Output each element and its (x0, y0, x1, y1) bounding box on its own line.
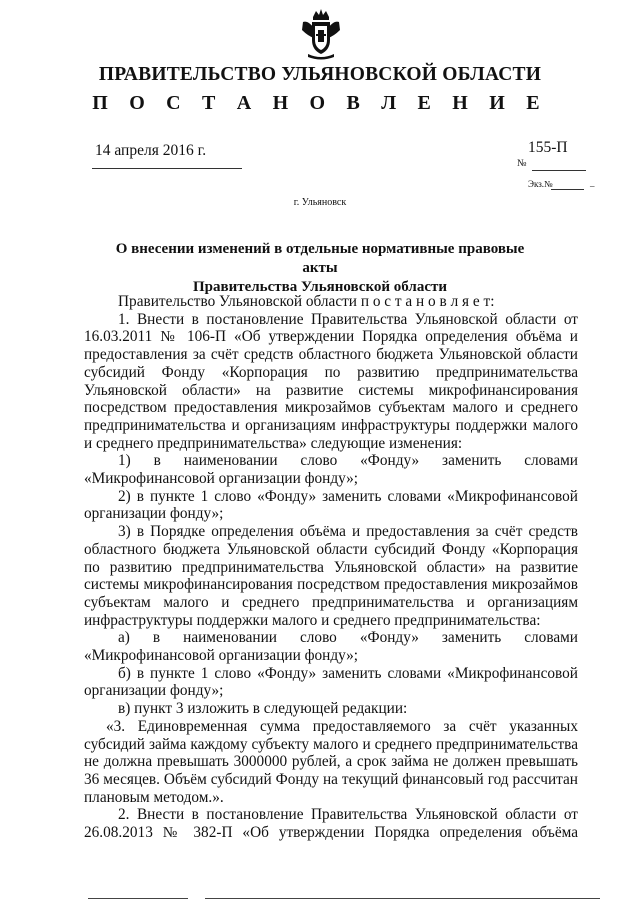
document-date: 14 апреля 2016 г. (95, 142, 207, 159)
document-body (84, 293, 578, 842)
copy-underline (551, 189, 584, 190)
paragraph-1-item-1: 1) в наименовании слово «Фонду» заменить словами «Микрофинансовой организации фонду»; (84, 452, 578, 488)
document-type-title: П О С Т А Н О В Л Е Н И Е (92, 92, 548, 114)
paragraph-1-item-3c: в) пункт 3 изложить в следующей редакции: (118, 700, 408, 718)
document-subject (100, 240, 540, 297)
number-label: № (517, 158, 527, 169)
copy-dash: – (590, 181, 595, 191)
footer-rule-right (205, 898, 600, 899)
subject-line-1: О внесении изменений в отдельные нормативные правовые акты (115, 241, 525, 276)
paragraph-1-item-2: 2) в пункте 1 слово «Фонду» заменить словами «Микрофинансовой организации фонду»; (84, 487, 578, 523)
paragraph-2: 2. Внести в постановление Правительства Ульяновской области от 26.08.2013 № 382-П «Об утверждении Порядка определения объёма (84, 806, 578, 842)
date-underline (92, 168, 242, 169)
paragraph-1: 1. Внести в постановление Правительства Ульяновской области от 16.03.2011 № 106-П «Об утверждении Порядка определения объёма и предоставления за счёт средств областного бюджета Ульяновской области субсидий Фонду «Корпорация по развитию предпринимательства Ульяновской области» на развитие системы микрофинансирования посредством предоставления микрозаймов субъектам малого и среднего предпринимательства и организациям инфраструктуры поддержки малого и среднего предпринимательства» следующие изменения: (84, 310, 578, 452)
city-name: г. Ульяновск (293, 197, 347, 208)
paragraph-1-item-3a: а) в наименовании слово «Фонду» заменить словами «Микрофинансовой организации фонду»; (84, 629, 578, 665)
subject-line-2: Правительства Ульяновской области (192, 279, 448, 295)
preamble: Правительство Ульяновской области п о с т а н о в л я е т: (118, 293, 495, 310)
document-number: 155-П (528, 139, 568, 156)
coat-of-arms-icon (300, 8, 342, 60)
paragraph-1-item-3: 3) в Порядке определения объёма и предоставления за счёт средств областного бюджета Ульяновской области субсидий Фонду «Корпорация по развитию предпринимательства Ульяновской области» на развитие системы микрофинансирования посредством предоставления микрозаймов субъектам малого и среднего предпринимательства и организациям инфраструктуры поддержки малого и среднего предпринимательства: (84, 523, 578, 629)
number-underline (532, 170, 586, 171)
paragraph-1-item-3b: б) в пункте 1 слово «Фонду» заменить словами «Микрофинансовой организации фонду»; (84, 664, 578, 700)
government-title: ПРАВИТЕЛЬСТВО УЛЬЯНОВСКОЙ ОБЛАСТИ (98, 64, 542, 85)
quoted-paragraph: «3. Единовременная сумма предоставляемого за счёт указанных субсидий займа каждому субъекту малого и среднего предпринимательства не должна превышать 3000000 рублей, а срок займа не должен превышать 36 месяцев. Объём субсидий Фонду на текущий финансовый год рассчитан плановым методом.». (84, 717, 578, 806)
footer-rule-left (88, 898, 188, 899)
copy-label: Экз.№ (528, 179, 553, 189)
